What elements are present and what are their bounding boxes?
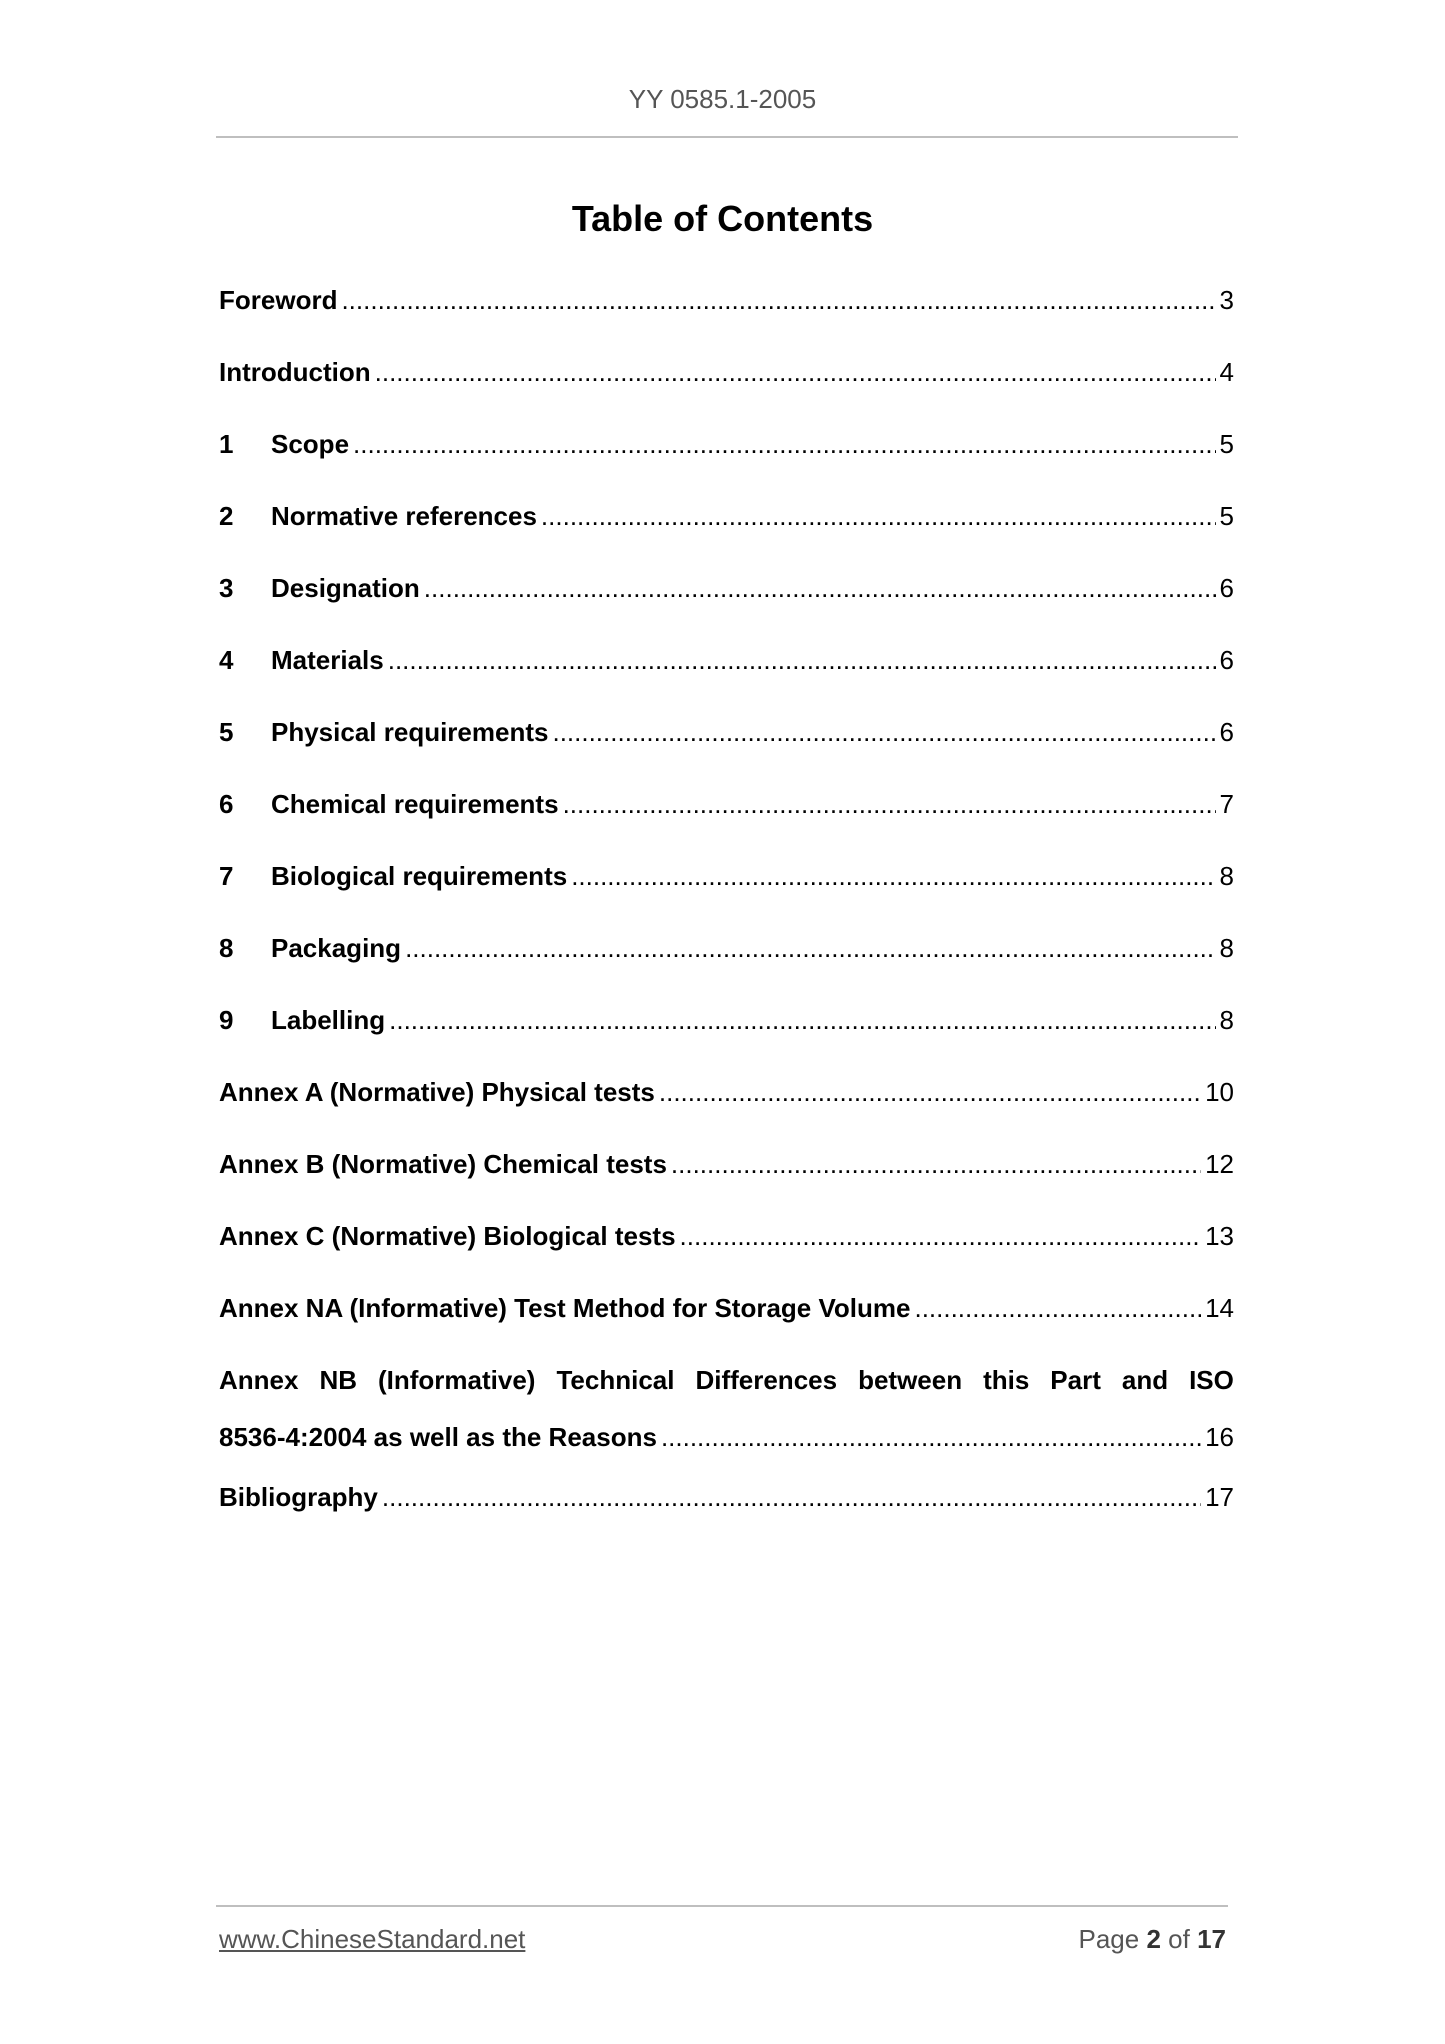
dot-leader (563, 784, 1216, 824)
toc-entry-label: Packaging (271, 933, 402, 963)
toc-entry-label: Introduction (219, 357, 371, 387)
website-link[interactable]: www.ChineseStandard.net (219, 1924, 526, 1954)
toc-entry-label-line2 (219, 1417, 1234, 1457)
toc-entry-foreword[interactable] (219, 280, 1234, 352)
document-code: YY 0585.1-2005 (628, 84, 817, 114)
toc-entry-page: 8 (1219, 1005, 1234, 1035)
toc-entry-page: 6 (1219, 645, 1234, 675)
dot-leader (375, 352, 1216, 392)
toc-word: between (858, 1365, 963, 1395)
footer-divider (216, 1905, 1228, 1907)
table-of-contents (219, 280, 1234, 1549)
toc-entry-label-line1 (219, 1360, 1234, 1417)
dot-leader (424, 568, 1216, 608)
toc-entry-label: Annex A (Normative) Physical tests (219, 1077, 655, 1107)
toc-entry-label: Foreword (219, 285, 338, 315)
toc-entry-labelling[interactable] (219, 1000, 1234, 1072)
toc-entry-label: Labelling (271, 1005, 386, 1035)
toc-entry-label: Scope (271, 429, 350, 459)
toc-word: this (983, 1365, 1030, 1395)
toc-entry-label: Annex C (Normative) Biological tests (219, 1221, 676, 1251)
toc-entry-page: 6 (1219, 573, 1234, 603)
page-prefix: Page (1078, 1924, 1140, 1954)
toc-entry-page: 6 (1219, 717, 1234, 747)
toc-entry-page: 5 (1219, 429, 1234, 459)
toc-entry-number: 7 (219, 861, 234, 891)
dot-leader (541, 496, 1216, 536)
toc-entry-page: 4 (1219, 357, 1234, 387)
toc-entry-label: Biological requirements (271, 861, 568, 891)
toc-entry-page: 3 (1219, 285, 1234, 315)
dot-leader (661, 1417, 1201, 1457)
toc-entry-annex-b[interactable] (219, 1144, 1234, 1216)
toc-entry-number: 6 (219, 789, 234, 819)
toc-entry-page: 5 (1219, 501, 1234, 531)
toc-entry-label: Chemical requirements (271, 789, 559, 819)
page-title: Table of Contents (571, 198, 874, 239)
toc-word: NB (319, 1365, 358, 1395)
toc-entry-annex-a[interactable] (219, 1072, 1234, 1144)
dot-leader (552, 712, 1215, 752)
toc-entry-label: Designation (271, 573, 420, 603)
toc-entry-number: 3 (219, 573, 234, 603)
toc-entry-page: 13 (1205, 1221, 1234, 1251)
toc-entry-label: Materials (271, 645, 384, 675)
toc-entry-label: Physical requirements (271, 717, 549, 747)
toc-entry-page: 10 (1205, 1077, 1234, 1107)
dot-leader (405, 928, 1215, 968)
toc-entry-page: 8 (1219, 861, 1234, 891)
toc-word: Technical (556, 1365, 675, 1395)
toc-entry-bibliography[interactable] (219, 1477, 1234, 1549)
toc-entry-label: Annex B (Normative) Chemical tests (219, 1149, 667, 1179)
dot-leader (389, 1000, 1215, 1040)
toc-word: ISO (1189, 1365, 1234, 1395)
toc-entry-designation[interactable] (219, 568, 1234, 640)
toc-entry-number: 1 (219, 429, 234, 459)
toc-entry-number: 8 (219, 933, 234, 963)
toc-entry-number: 9 (219, 1005, 234, 1035)
toc-entry-packaging[interactable] (219, 928, 1234, 1000)
header-divider (216, 136, 1238, 138)
dot-leader (382, 1477, 1201, 1517)
toc-entry-number: 4 (219, 645, 234, 675)
toc-entry-label: Bibliography (219, 1482, 378, 1512)
toc-entry-annex-nb[interactable] (219, 1360, 1234, 1457)
toc-word: Part (1050, 1365, 1101, 1395)
page-total: 17 (1197, 1924, 1226, 1954)
toc-word: and (1121, 1365, 1169, 1395)
toc-entry-page: 8 (1219, 933, 1234, 963)
toc-entry-page: 14 (1205, 1293, 1234, 1323)
toc-entry-page: 7 (1219, 789, 1234, 819)
toc-entry-number: 2 (219, 501, 234, 531)
toc-entry-scope[interactable] (219, 424, 1234, 496)
toc-entry-label: 8536-4:2004 as well as the Reasons (219, 1422, 657, 1452)
dot-leader (659, 1072, 1201, 1112)
toc-entry-physical-requirements[interactable] (219, 712, 1234, 784)
dot-leader (914, 1288, 1201, 1328)
toc-entry-label: Normative references (271, 501, 537, 531)
dot-leader (571, 856, 1215, 896)
dot-leader (353, 424, 1216, 464)
toc-entry-number: 5 (219, 717, 234, 747)
toc-entry-label: Annex NA (Informative) Test Method for Storage Volume (219, 1293, 911, 1323)
toc-entry-chemical-requirements[interactable] (219, 784, 1234, 856)
dot-leader (388, 640, 1216, 680)
page-number (1078, 1924, 1226, 1955)
toc-entry-page: 16 (1205, 1422, 1234, 1452)
toc-word: Annex (219, 1365, 299, 1395)
dot-leader (680, 1216, 1202, 1256)
toc-entry-materials[interactable] (219, 640, 1234, 712)
toc-entry-annex-na[interactable] (219, 1288, 1234, 1360)
toc-entry-biological-requirements[interactable] (219, 856, 1234, 928)
page-current: 2 (1146, 1924, 1161, 1954)
toc-entry-normative-references[interactable] (219, 496, 1234, 568)
toc-entry-annex-c[interactable] (219, 1216, 1234, 1288)
toc-entry-introduction[interactable] (219, 352, 1234, 424)
toc-word: (Informative) (378, 1365, 536, 1395)
dot-leader (671, 1144, 1201, 1184)
dot-leader (341, 280, 1215, 320)
page-of: of (1168, 1924, 1190, 1954)
toc-word: Differences (695, 1365, 838, 1395)
toc-entry-page: 12 (1205, 1149, 1234, 1179)
toc-entry-page: 17 (1205, 1482, 1234, 1512)
